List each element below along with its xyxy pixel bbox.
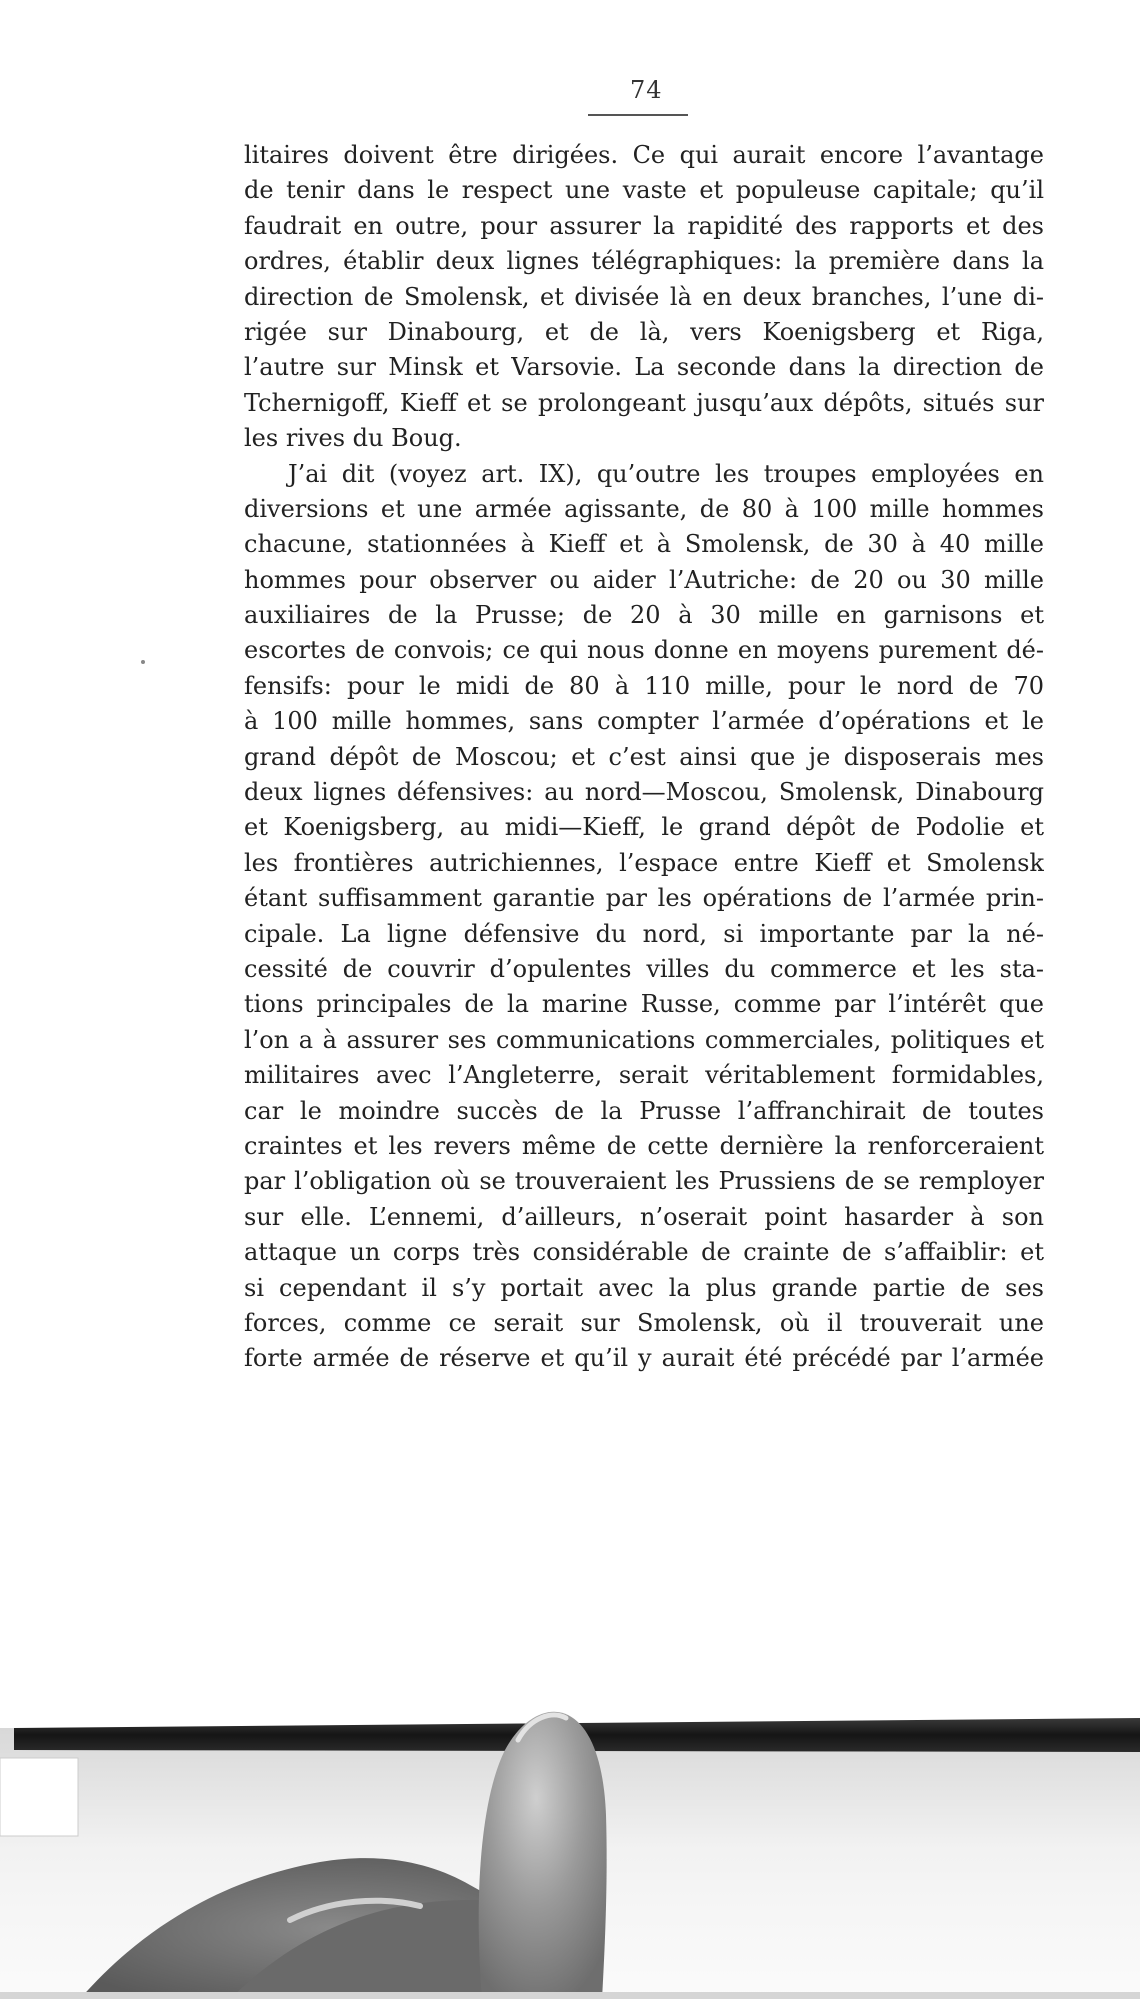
white-card: [0, 1758, 78, 1836]
text-line: ordres, établir deux lignes télégraphiques: la première dans la: [244, 247, 1044, 276]
page-number: 74: [630, 76, 663, 104]
text-line: chacune, stationnées à Kieff et à Smolensk, de 30 à 40 mille: [244, 530, 1044, 559]
text-line: les rives du Boug.: [244, 424, 462, 453]
text-line: cessité de couvrir d’opulentes villes du commerce et les sta-: [244, 954, 1044, 983]
text-line: l’autre sur Minsk et Varsovie. La seconde dans la direction de: [244, 353, 1044, 382]
text-line: forces, comme ce serait sur Smolensk, où il trouverait une: [244, 1308, 1044, 1337]
text-line: rigée sur Dinabourg, et de là, vers Koenigsberg et Riga,: [244, 317, 1044, 346]
text-line: escortes de convois; ce qui nous donne en moyens purement dé-: [244, 636, 1044, 665]
text-line: auxiliaires de la Prusse; de 20 à 30 mille en garnisons et: [244, 601, 1044, 630]
text-line: litaires doivent être dirigées. Ce qui aurait encore l’avantage: [244, 141, 1044, 169]
scan-bottom-area: [0, 1600, 1140, 1999]
text-line: forte armée de réserve et qu’il y aurait été précédé par l’armée: [244, 1344, 1044, 1373]
text-line: attaque un corps très considérable de crainte de s’affaiblir: et: [244, 1238, 1044, 1267]
text-line: diversions et une armée agissante, de 80 à 100 mille hommes: [244, 494, 1044, 523]
text-line: grand dépôt de Moscou; et c’est ainsi que je disposerais mes: [244, 742, 1044, 771]
text-line: les frontières autrichiennes, l’espace entre Kieff et Smolensk: [244, 848, 1044, 877]
text-line: direction de Smolensk, et divisée là en deux branches, l’une di-: [244, 282, 1044, 311]
text-line: étant suffisamment garantie par les opérations de l’armée prin-: [244, 884, 1044, 913]
text-line: sur elle. L’ennemi, d’ailleurs, n’oserait point hasarder à son: [244, 1202, 1044, 1231]
scan-artifact-illustration: [0, 1600, 1140, 1999]
text-line: hommes pour observer ou aider l’Autriche: de 20 ou 30 mille: [244, 565, 1044, 594]
text-line: deux lignes défensives: au nord—Moscou, Smolensk, Dinabourg: [244, 778, 1044, 807]
text-line: l’on a à assurer ses communications commerciales, politiques et: [244, 1025, 1044, 1054]
text-line: de tenir dans le respect une vaste et populeuse capitale; qu’il: [244, 176, 1044, 205]
text-line: Tchernigoff, Kieff et se prolongeant jusqu’aux dépôts, situés sur: [244, 388, 1044, 417]
text-line: faudrait en outre, pour assurer la rapidité des rapports et des: [244, 211, 1044, 240]
text-line: fensifs: pour le midi de 80 à 110 mille, pour le nord de 70: [244, 671, 1044, 700]
page-number-rule: [588, 114, 688, 116]
text-line: J’ai dit (voyez art. IX), qu’outre les troupes employées en: [288, 459, 1044, 488]
text-line: craintes et les revers même de cette dernière la renforceraient: [244, 1131, 1044, 1160]
text-line: militaires avec l’Angleterre, serait véritablement formidables,: [244, 1061, 1044, 1090]
text-line: à 100 mille hommes, sans compter l’armée d’opérations et le: [244, 707, 1044, 736]
text-line: par l’obligation où se trouveraient les Prussiens de se remployer: [244, 1167, 1044, 1196]
text-line: et Koenigsberg, au midi—Kieff, le grand dépôt de Podolie et: [244, 813, 1044, 842]
text-line: car le moindre succès de la Prusse l’affranchirait de toutes: [244, 1096, 1044, 1125]
text-line: tions principales de la marine Russe, comme par l’intérêt que: [244, 990, 1044, 1019]
body-text: [244, 138, 1044, 1377]
text-line: si cependant il s’y portait avec la plus grande partie de ses: [244, 1273, 1044, 1302]
margin-speck: [141, 660, 145, 664]
text-line: cipale. La ligne défensive du nord, si importante par la né-: [244, 919, 1044, 948]
scanner-bottom-edge: [0, 1992, 1140, 1999]
